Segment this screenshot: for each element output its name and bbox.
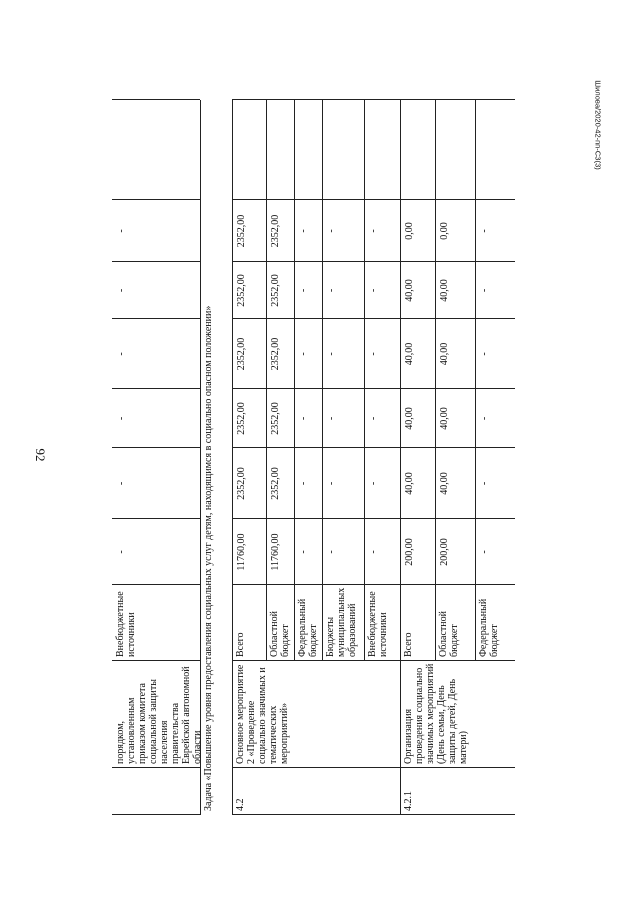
table-border: [112, 99, 200, 100]
value-cell: -: [368, 288, 379, 293]
table-border: [294, 100, 295, 661]
table-border: [232, 660, 515, 661]
source-cell: Областной бюджет: [438, 610, 460, 657]
value-cell: 2352,00: [236, 337, 247, 371]
source-cell: Внебюджетные источники: [367, 591, 389, 657]
value-cell: -: [326, 229, 337, 233]
value-cell: -: [298, 229, 309, 233]
table-border: [200, 100, 201, 815]
table-border: [232, 99, 515, 100]
table-border: [232, 767, 515, 768]
item-number: 4.2.1: [403, 791, 414, 811]
value-cell: -: [326, 416, 337, 421]
value-cell: -: [116, 481, 127, 486]
value-cell: -: [326, 352, 337, 356]
source-cell: Федеральный бюджет: [478, 598, 500, 657]
source-cell: Внебюджетные источники: [115, 591, 137, 657]
value-cell: -: [479, 229, 490, 233]
value-cell: 2352,00: [236, 214, 247, 248]
value-cell: -: [368, 550, 379, 554]
item-number: 4.2: [235, 798, 246, 811]
source-cell: Всего: [235, 632, 246, 657]
value-cell: 2352,00: [236, 274, 247, 307]
value-cell: 40,00: [439, 342, 450, 366]
value-cell: 0,00: [404, 222, 415, 240]
value-cell: 11760,00: [270, 533, 281, 571]
table-border: [435, 100, 436, 661]
table-border: [364, 100, 365, 661]
value-cell: -: [298, 288, 309, 293]
value-cell: 2352,00: [236, 467, 247, 500]
document-code: Шилова/2020-42-пп-СЗ(3): [593, 80, 603, 170]
table-border: [266, 100, 267, 661]
task-text: Задача «Повышение уровня предоставления социальных услуг детям, находящимся в социально опасном положении»: [203, 305, 214, 811]
value-cell: 40,00: [404, 472, 415, 495]
value-cell: 40,00: [439, 407, 450, 430]
value-cell: 40,00: [439, 472, 450, 495]
value-cell: -: [298, 481, 309, 486]
table-border: [112, 660, 200, 661]
table-border: [112, 767, 200, 768]
value-cell: -: [479, 481, 490, 486]
value-cell: -: [368, 352, 379, 356]
source-cell: Бюджеты муниципальных образований: [325, 587, 358, 657]
table-border: [400, 100, 401, 815]
value-cell: 0,00: [439, 222, 450, 240]
value-cell: -: [479, 288, 490, 293]
value-cell: -: [479, 550, 490, 554]
value-cell: -: [298, 352, 309, 356]
value-cell: -: [116, 550, 127, 554]
value-cell: -: [116, 288, 127, 293]
table-border: [232, 100, 233, 815]
value-cell: -: [479, 416, 490, 421]
value-cell: 40,00: [404, 407, 415, 430]
value-cell: 2352,00: [236, 402, 247, 435]
source-cell: Федеральный бюджет: [297, 598, 319, 657]
value-cell: 40,00: [404, 342, 415, 366]
source-cell: Всего: [403, 632, 414, 657]
value-cell: 2352,00: [270, 214, 281, 248]
value-cell: -: [116, 229, 127, 233]
table-border: [232, 814, 515, 815]
item-name: Основное мероприятие 2 «Проведение социально значимых и тематических мероприятий»: [235, 664, 290, 764]
value-cell: 40,00: [439, 279, 450, 302]
value-cell: 11760,00: [236, 533, 247, 571]
value-cell: -: [368, 416, 379, 421]
page-number: 92: [33, 448, 48, 462]
value-cell: -: [326, 550, 337, 554]
item-name: Организация проведения социально значимых мероприятий (День семьи, День защиты детей, День матери): [403, 663, 469, 764]
value-cell: 200,00: [439, 538, 450, 566]
value-cell: 2352,00: [270, 337, 281, 371]
value-cell: 200,00: [404, 538, 415, 566]
value-cell: -: [116, 352, 127, 356]
value-cell: -: [326, 481, 337, 486]
value-cell: -: [479, 352, 490, 356]
value-cell: 2352,00: [270, 402, 281, 435]
value-cell: 40,00: [404, 279, 415, 302]
value-cell: 2352,00: [270, 467, 281, 500]
name-cell: порядком, установленным приказом комитета социальной защиты населения правительства Еврейской автономной области: [115, 666, 203, 764]
value-cell: 2352,00: [270, 274, 281, 307]
value-cell: -: [116, 416, 127, 421]
value-cell: -: [298, 550, 309, 554]
value-cell: -: [326, 288, 337, 293]
value-cell: -: [368, 481, 379, 486]
source-cell: Областной бюджет: [269, 610, 291, 657]
value-cell: -: [298, 416, 309, 421]
table-border: [322, 100, 323, 661]
table-border: [475, 100, 476, 661]
value-cell: -: [368, 229, 379, 233]
table-border: [112, 814, 200, 815]
